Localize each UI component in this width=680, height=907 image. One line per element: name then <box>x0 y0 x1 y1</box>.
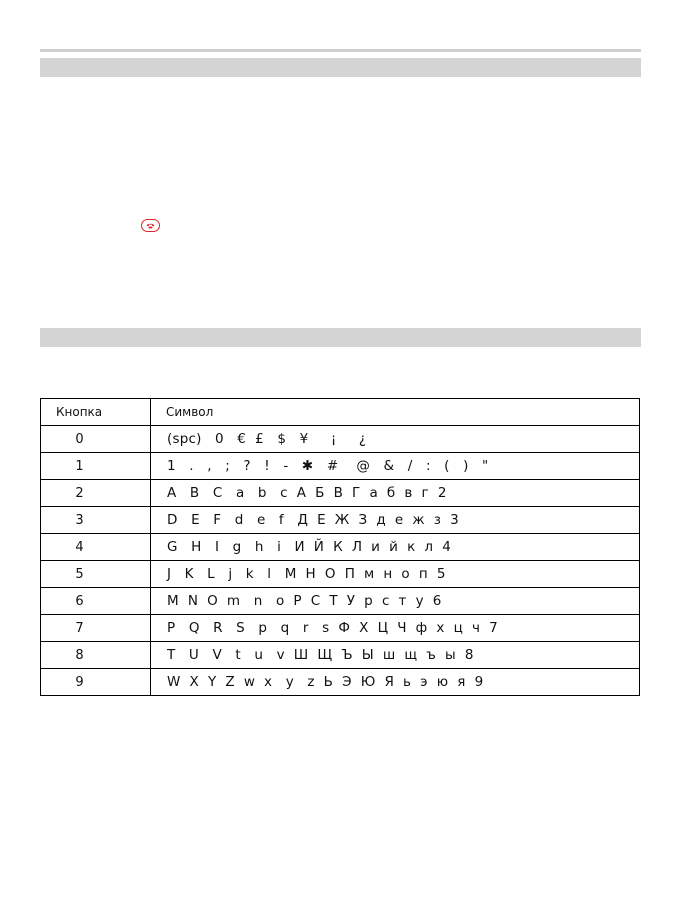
key-cell: 4 <box>41 534 151 561</box>
symbol-cell: M N O m n o Р С Т У р с т у 6 <box>151 588 640 615</box>
table-row <box>41 507 640 534</box>
top-rule <box>40 49 641 52</box>
symbol-cell: A B C a b c А Б В Г а б в г 2 <box>151 480 640 507</box>
end-call-key-icon <box>141 217 160 230</box>
table-row <box>41 615 640 642</box>
key-symbol-table <box>40 398 640 696</box>
table-row <box>41 561 640 588</box>
symbol-cell: J K L j k l М Н О П м н о п 5 <box>151 561 640 588</box>
symbol-cell: P Q R S p q r s Ф Х Ц Ч ф х ц ч 7 <box>151 615 640 642</box>
key-cell: 7 <box>41 615 151 642</box>
key-cell: 8 <box>41 642 151 669</box>
key-cell: 5 <box>41 561 151 588</box>
table-row <box>41 453 640 480</box>
key-cell: 0 <box>41 426 151 453</box>
symbol-cell: 1 . , ; ? ! - ✱ # @ & / : ( ) " <box>151 453 640 480</box>
key-cell: 9 <box>41 669 151 696</box>
symbol-cell: G H I g h i И Й К Л и й к л 4 <box>151 534 640 561</box>
table-row <box>41 642 640 669</box>
symbol-cell: T U V t u v Ш Щ Ъ Ы ш щ ъ ы 8 <box>151 642 640 669</box>
symbol-cell: W X Y Z w x y z Ь Э Ю Я ь э ю я 9 <box>151 669 640 696</box>
section-header-bar <box>40 58 641 77</box>
key-cell: 1 <box>41 453 151 480</box>
column-header-symbol: Символ <box>151 399 640 426</box>
table-row <box>41 669 640 696</box>
table-row <box>41 480 640 507</box>
key-cell: 6 <box>41 588 151 615</box>
column-header-key: Кнопка <box>41 399 151 426</box>
table-row <box>41 534 640 561</box>
symbol-cell: D E F d e f Д Е Ж З д е ж з 3 <box>151 507 640 534</box>
key-cell: 2 <box>41 480 151 507</box>
table-row <box>41 426 640 453</box>
key-cell: 3 <box>41 507 151 534</box>
table-header-row <box>41 399 640 426</box>
table-row <box>41 588 640 615</box>
section-header-bar-2 <box>40 328 641 347</box>
symbol-cell: (spc) 0 € £ $ ¥ ¡ ¿ <box>151 426 640 453</box>
